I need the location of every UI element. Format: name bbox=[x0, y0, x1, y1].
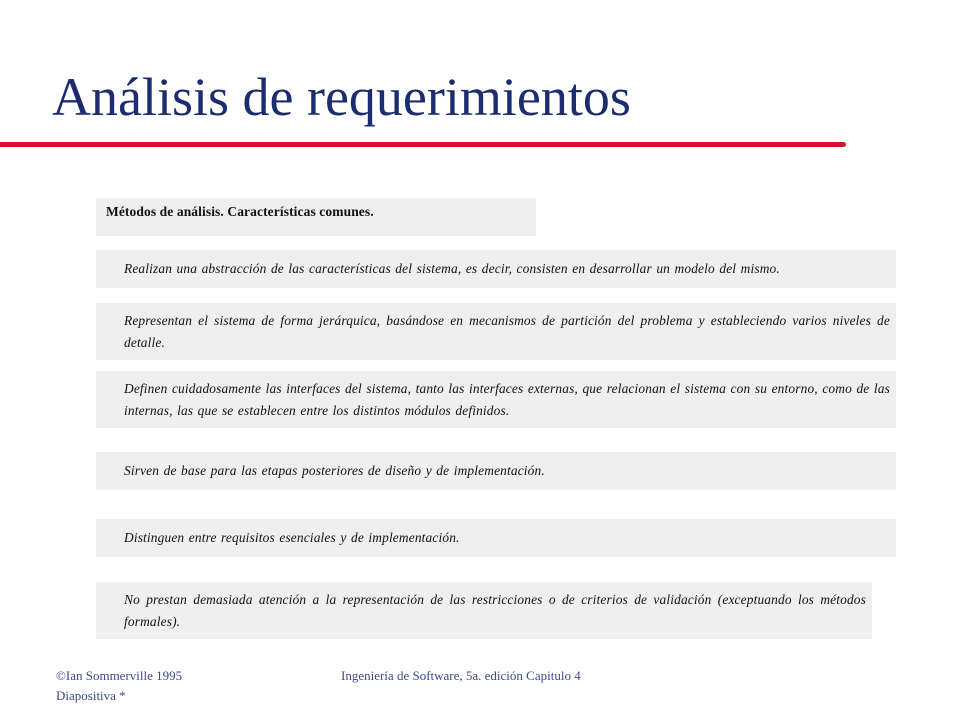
footer-course: Ingeniería de Software, 5a. edición Capitulo 4 bbox=[341, 668, 581, 683]
feature-box bbox=[96, 519, 896, 557]
feature-text: No prestan demasiada atención a la representación de las restricciones o de criterios de validación (exceptuando los métodos formales). bbox=[124, 591, 866, 629]
title-underline-rule bbox=[0, 142, 846, 147]
feature-box bbox=[96, 452, 896, 490]
feature-text: Sirven de base para las etapas posteriores de diseño y de implementación. bbox=[124, 463, 545, 478]
section-header-text: Métodos de análisis. Características comunes. bbox=[106, 204, 374, 219]
footer-slide-label: Diapositiva * bbox=[56, 688, 126, 703]
feature-box bbox=[96, 582, 872, 639]
feature-text: Distinguen entre requisitos esenciales y de implementación. bbox=[124, 530, 460, 545]
feature-box bbox=[96, 303, 896, 360]
feature-text: Definen cuidadosamente las interfaces del sistema, tanto las interfaces externas, que relacionan el sistema con su entorno, como de las internas, las que se establecen entre los distintos módulos definidos. bbox=[124, 380, 890, 418]
feature-box bbox=[96, 250, 896, 288]
footer-copyright: ©Ian Sommerville 1995 bbox=[56, 668, 183, 683]
section-header-box bbox=[96, 198, 536, 236]
slide-title: Análisis de requerimientos bbox=[52, 67, 631, 127]
feature-text: Realizan una abstracción de las características del sistema, es decir, consisten en desarrollar un modelo del mismo. bbox=[124, 261, 780, 276]
footer-left bbox=[56, 666, 182, 706]
feature-text: Representan el sistema de forma jerárquica, basándose en mecanismos de partición del problema y estableciendo varios niveles de detalle. bbox=[124, 312, 890, 350]
feature-box bbox=[96, 371, 896, 428]
